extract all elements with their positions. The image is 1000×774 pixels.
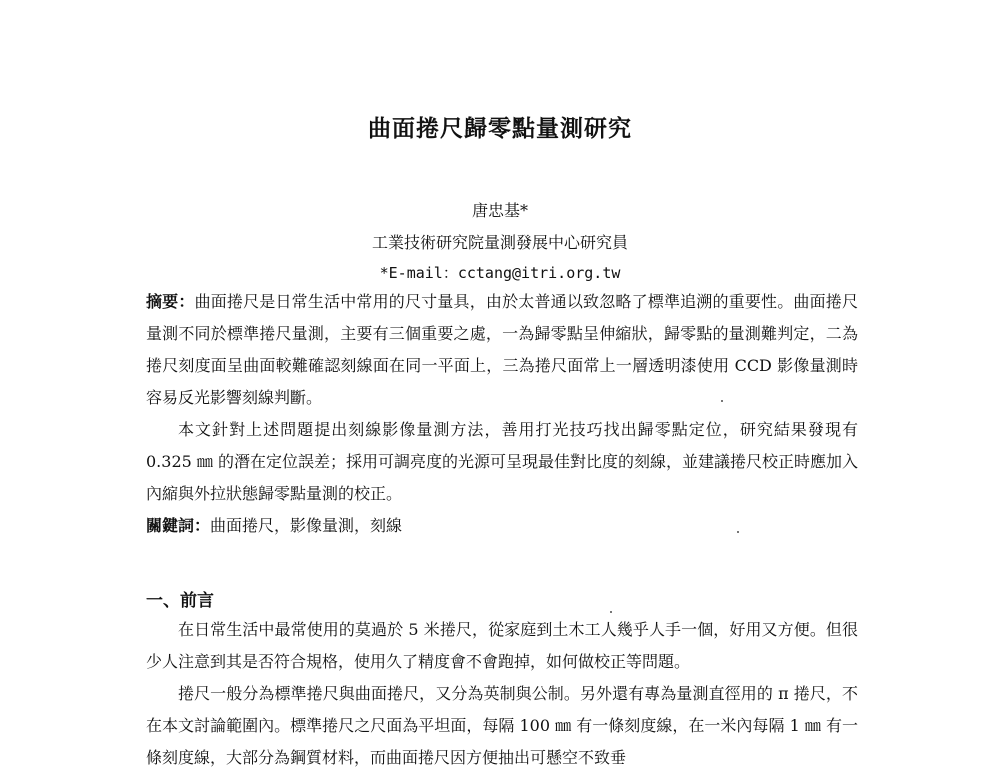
intro-paragraph-1: 在日常生活中最常使用的莫過於 5 米捲尺，從家庭到土木工人幾乎人手一個，好用又方便。但很少人注意到其是否符合規格，使用久了精度會不會跑掉，如何做校正等問題。 <box>146 620 858 671</box>
abstract-text-1: 曲面捲尺是日常生活中常用的尺寸量具，由於太普通以致忽略了標準追溯的重要性。曲面捲尺量測不同於標準捲尺量測，主要有三個重要之處，一為歸零點呈伸縮狀，歸零點的量測難判定，二為捲尺刻度面呈曲面較難確認刻線面在同一平面上，三為捲尺面常上一層透明漆使用 CCD 影像量測時容易反光影響刻線判斷。 <box>146 292 858 407</box>
abstract-paragraph-2: 本文針對上述問題提出刻線影像量測方法，善用打光技巧找出歸零點定位，研究結果發現有 0.325 ㎜ 的潛在定位誤差；採用可調亮度的光源可呈現最佳對比度的刻線，並建議捲尺校正時應加入內縮與外拉狀態歸零點量測的校正。 <box>146 420 858 503</box>
abstract-label: 摘要： <box>146 292 195 311</box>
introduction-block <box>146 614 858 774</box>
author-affiliation: 工業技術研究院量測發展中心研究員 <box>371 233 628 252</box>
intro-paragraph-2: 捲尺一般分為標準捲尺與曲面捲尺，又分為英制與公制。另外還有專為量測直徑用的 π 捲尺，不在本文討論範圍內。標準捲尺之尺面為平坦面，每隔 100 ㎜ 有一條刻度線，在一米內每隔 1 ㎜ 有一條刻度線，大部分為鋼質材料，而曲面捲尺因方便抽出可懸空不致垂 <box>146 684 858 767</box>
abstract-paragraph-1 <box>146 286 858 414</box>
author-email: *E-mail：cctang@itri.org.tw <box>379 264 621 282</box>
keywords-label: 關鍵詞： <box>146 516 211 535</box>
scan-speck <box>737 531 739 533</box>
author-name: 唐忠基* <box>471 201 528 220</box>
keywords-text: 曲面捲尺，影像量測，刻線 <box>210 516 403 535</box>
abstract-block <box>146 286 858 542</box>
paper-title: 曲面捲尺歸零點量測研究 <box>368 116 632 142</box>
scan-speck <box>610 611 612 613</box>
keywords-line <box>146 510 858 542</box>
section-heading-introduction: 一、前言 <box>146 591 214 611</box>
scan-speck <box>721 400 723 402</box>
